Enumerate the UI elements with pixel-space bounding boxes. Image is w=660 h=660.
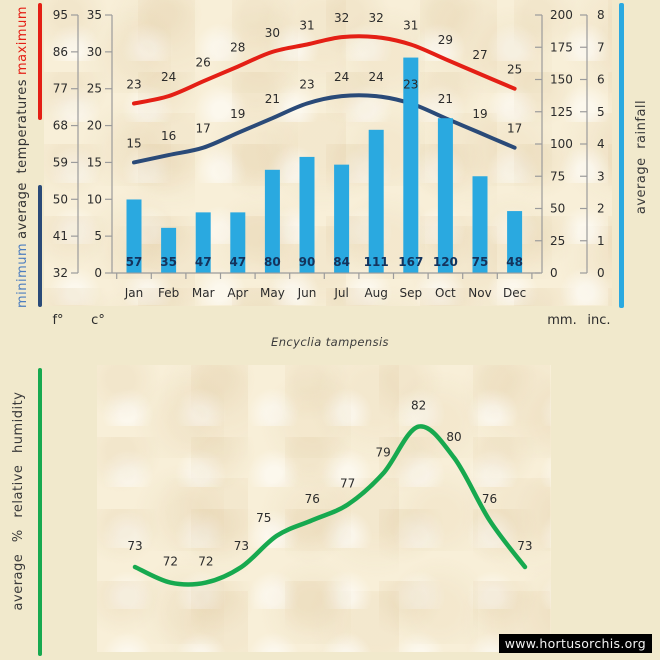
min-temp-value: 16 [160,129,177,144]
celsius-tick-label: 5 [94,229,102,244]
max-temp-line [134,36,515,103]
humidity-value: 79 [375,445,391,460]
rain-value: 90 [298,255,316,269]
humidity-value: 82 [410,398,427,413]
inch-tick-label: 6 [597,72,605,87]
mm-tick-label: 0 [550,266,558,280]
inches-unit-label: inc. [587,313,611,328]
month-label: Jan [124,286,144,300]
max-temp-value: 32 [333,11,350,26]
fahrenheit-tick-label: 68 [52,118,68,133]
humidity-value: 73 [233,539,249,553]
month-label: Sep [399,286,423,300]
max-temp-value: 23 [126,77,142,92]
celsius-tick-label: 0 [94,266,102,280]
millimeters-unit-label: mm. [547,313,577,328]
celsius-unit-label: c° [91,313,105,328]
rain-value: 75 [471,255,489,269]
max-temp-value: 31 [403,18,419,33]
rain-value: 48 [506,255,523,269]
humidity-value: 76 [304,492,320,507]
humidity-value: 76 [481,492,498,507]
inch-tick-label: 8 [597,8,605,22]
humidity-value: 80 [446,429,462,444]
min-temp-value: 17 [506,121,523,136]
max-temp-value: 32 [368,11,384,26]
page-title: Encyclia tampensis [271,335,389,349]
humidity-line [135,426,525,584]
max-temp-value: 30 [264,25,281,40]
mm-tick-label: 100 [550,137,573,151]
humidity-axis-legend: average % relative humidity [11,391,26,611]
watermark-url: www.hortusorchis.org [499,634,652,653]
max-temp-value: 25 [506,62,523,77]
humidity-value: 75 [256,510,272,525]
fahrenheit-tick-label: 41 [52,229,68,244]
mm-tick-label: 150 [550,72,573,87]
min-temp-line [134,95,515,162]
celsius-tick-label: 10 [86,192,102,207]
humidity-value: 77 [340,476,356,491]
rain-value: 80 [264,255,281,269]
humidity-value: 72 [162,554,179,569]
min-temp-value: 17 [195,121,211,136]
fahrenheit-tick-label: 77 [52,81,68,96]
month-label: Feb [157,286,180,300]
fahrenheit-tick-label: 95 [52,8,68,22]
inch-tick-label: 3 [597,169,605,184]
fahrenheit-tick-label: 50 [52,192,68,207]
fahrenheit-tick-label: 59 [52,155,68,170]
humidity-value: 72 [198,554,214,569]
month-label: Oct [435,286,456,300]
month-label: Nov [468,286,492,300]
month-label: Mar [191,286,215,300]
rain-value: 120 [432,255,458,269]
celsius-tick-label: 35 [86,8,102,22]
rain-value: 47 [194,255,212,269]
max-temp-value: 29 [437,33,454,48]
rain-value: 167 [398,255,424,269]
month-label: May [259,286,285,300]
rain-value: 111 [363,255,389,269]
max-temp-value: 26 [195,55,211,70]
rain-bar [369,130,384,273]
month-label: Dec [502,286,527,300]
celsius-tick-label: 25 [86,81,102,96]
max-temp-value: 24 [160,70,177,85]
max-temp-legend-label: maximum [14,6,30,76]
rainfall-axis-legend: average rainfall [634,99,649,215]
rain-value: 84 [333,255,350,269]
mm-tick-label: 75 [550,169,566,184]
mm-tick-label: 25 [550,233,566,248]
mm-tick-label: 50 [550,201,566,216]
inch-tick-label: 0 [597,266,605,280]
mm-tick-label: 125 [550,104,573,119]
min-temp-legend-label: minimum [14,242,30,308]
min-temp-value: 24 [368,70,384,85]
mm-tick-label: 175 [550,40,573,55]
rain-bar [438,118,453,272]
avg-temp-legend-label: average temperatures [14,78,30,239]
inch-tick-label: 7 [597,40,605,55]
fahrenheit-tick-label: 86 [52,44,68,59]
celsius-tick-label: 15 [86,155,102,170]
min-temp-value: 21 [264,92,281,107]
min-temp-value: 23 [403,77,419,92]
min-temp-value: 24 [333,70,350,85]
inch-tick-label: 5 [597,104,605,119]
month-label: Jun [297,286,317,300]
inch-tick-label: 2 [597,201,605,216]
max-temp-value: 31 [299,18,315,33]
humidity-value: 73 [127,539,143,553]
rain-value: 47 [229,255,247,269]
celsius-tick-label: 20 [86,118,102,133]
rain-value: 35 [160,255,177,269]
month-label: Apr [227,286,249,300]
min-temp-value: 23 [299,77,315,92]
max-temp-value: 28 [230,40,246,55]
min-temp-value: 21 [437,92,454,107]
min-temp-value: 19 [472,106,488,121]
month-label: Aug [364,286,388,300]
humidity-value: 73 [517,539,533,553]
inch-tick-label: 4 [597,137,605,151]
rain-value: 57 [125,255,143,269]
celsius-tick-label: 30 [86,44,102,59]
min-temp-value: 19 [230,106,246,121]
month-label: Jul [334,286,349,300]
mm-tick-label: 200 [550,8,573,22]
max-temp-value: 27 [472,47,488,62]
inch-tick-label: 1 [597,233,605,248]
fahrenheit-tick-label: 32 [52,266,68,280]
fahrenheit-unit-label: f° [52,313,64,328]
min-temp-value: 15 [126,136,142,151]
